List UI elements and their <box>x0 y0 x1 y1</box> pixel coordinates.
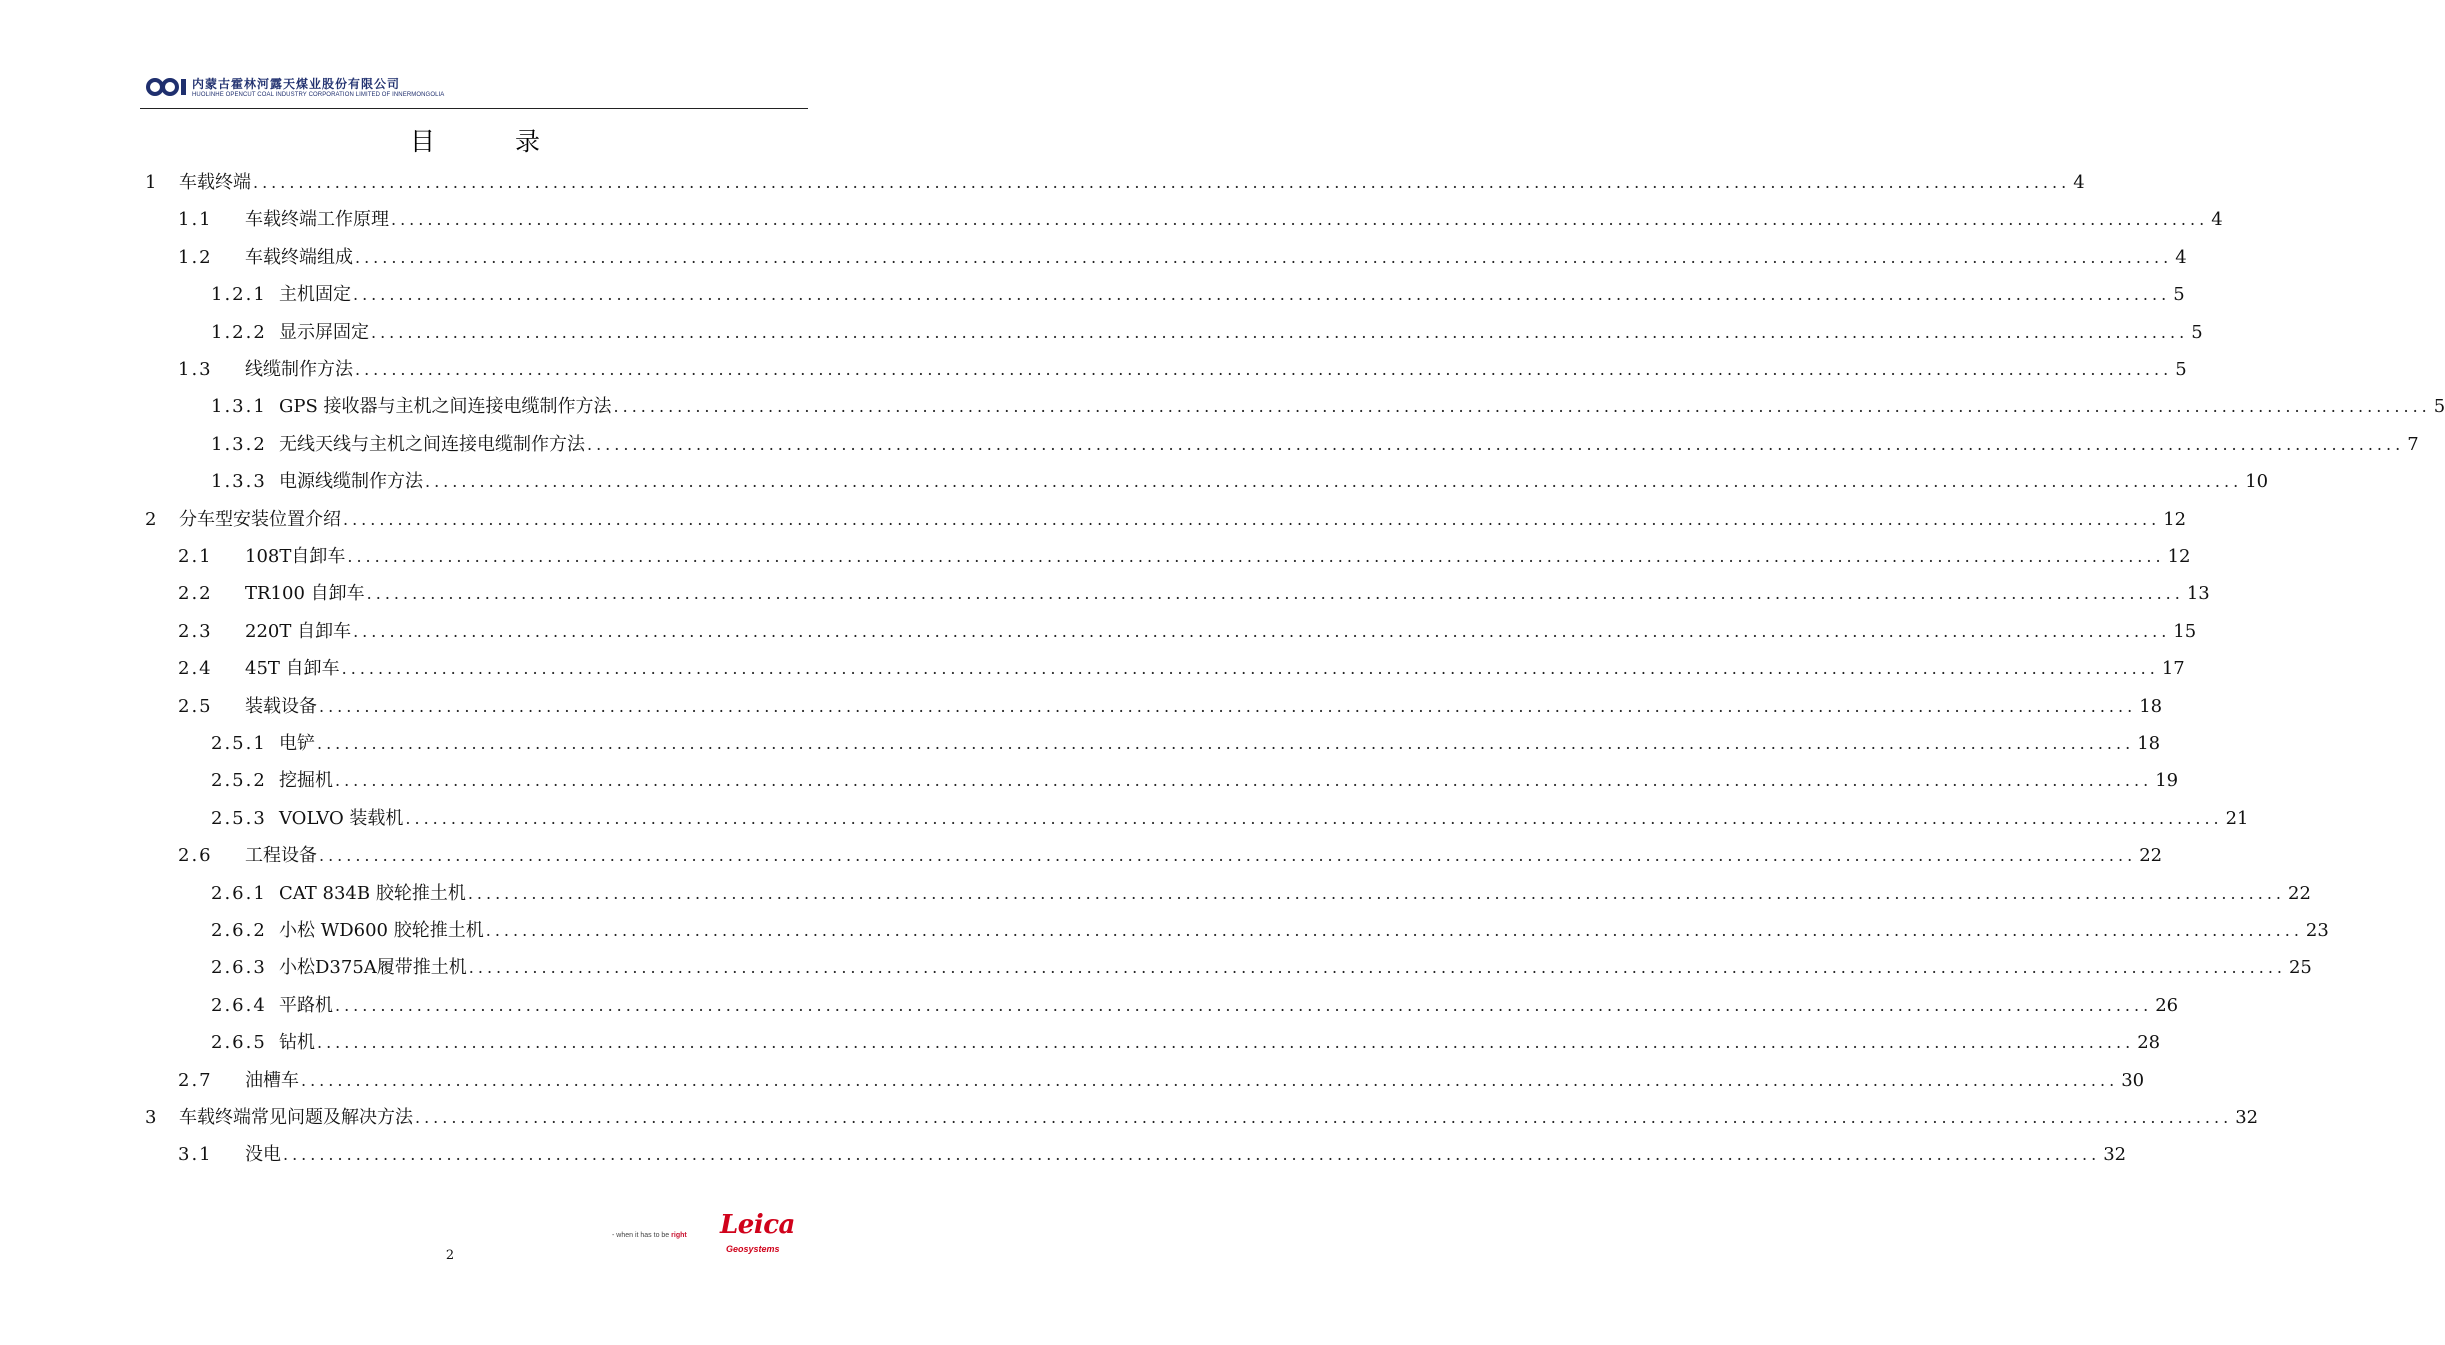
toc-entry-label: 没电 <box>245 1144 281 1166</box>
toc-entry-label: 电源线缆制作方法 <box>279 471 423 493</box>
page-header <box>140 70 808 109</box>
toc-entry-number: 2 <box>145 508 157 530</box>
leica-subtitle: Geosystems <box>726 1244 780 1254</box>
toc-entry[interactable] <box>211 320 2203 346</box>
toc-entry[interactable] <box>211 432 2419 458</box>
toc-entry[interactable] <box>178 357 2187 383</box>
toc-entry-number: 2.5.2 <box>211 770 267 792</box>
toc-entry-label: 挖掘机 <box>279 770 333 792</box>
toc-entry-number: 2.6.2 <box>211 920 267 941</box>
toc-entry[interactable] <box>211 469 2269 495</box>
toc-dot-leader: ........................................................................................................................................................................................................ <box>341 659 2159 679</box>
toc-entry-page: 22 <box>2139 845 2163 867</box>
toc-entry[interactable] <box>211 881 2311 907</box>
toc-entry-page: 28 <box>2137 1032 2161 1054</box>
toc-entry-page: 10 <box>2245 471 2269 493</box>
toc-entry-label: 钻机 <box>279 1032 315 1054</box>
toc-entry-page: 22 <box>2288 882 2311 904</box>
toc-entry-label: 装载设备 <box>245 695 317 717</box>
toc-entry[interactable] <box>211 993 2179 1019</box>
toc-entry-number: 1.3.1 <box>211 396 267 418</box>
toc-entry[interactable] <box>178 544 2191 570</box>
toc-entry-label: GPS 接收器与主机之间连接电缆制作方法 <box>279 396 612 418</box>
toc-dot-leader: ........................................................................................................................................................................................................ <box>405 808 2223 828</box>
toc-entry-label: 车载终端组成 <box>245 246 353 268</box>
toc-dot-leader: ........................................................................................................................................................................................................ <box>253 173 2071 192</box>
toc-entry-number: 2.1 <box>178 546 213 567</box>
toc-dot-leader: ........................................................................................................................................................................................................ <box>485 921 2303 940</box>
toc-entry-label: 油槽车 <box>245 1069 299 1091</box>
toc-dot-leader: ........................................................................................................................................................................................................ <box>415 1108 2233 1127</box>
toc-entry-page: 32 <box>2103 1144 2127 1166</box>
toc-entry-page: 5 <box>2433 396 2445 418</box>
toc-entry-page: 30 <box>2121 1069 2145 1091</box>
toc-entry-label: 无线天线与主机之间连接电缆制作方法 <box>279 433 585 455</box>
toc-entry[interactable] <box>178 843 2163 869</box>
toc-entry-number: 2.2 <box>178 583 213 605</box>
toc-entry-label: 电铲 <box>279 733 315 754</box>
toc-entry-page: 23 <box>2305 920 2329 941</box>
leica-logo: Leica <box>720 1210 795 1240</box>
toc-entry-label: 220T 自卸车 <box>245 620 352 642</box>
toc-entry[interactable] <box>211 1030 2161 1056</box>
toc-entry[interactable] <box>178 1142 2127 1168</box>
toc-dot-leader: ........................................................................................................................................................................................................ <box>335 995 2153 1015</box>
toc-entry[interactable] <box>211 918 2329 944</box>
toc-entry[interactable] <box>211 806 2249 832</box>
toc-entry-page: 13 <box>2186 583 2210 605</box>
toc-entry-page: 12 <box>2167 546 2191 567</box>
toc-entry-label: 线缆制作方法 <box>245 359 353 380</box>
toc-entry-number: 1.1 <box>178 209 213 231</box>
toc-entry-label: CAT 834B 胶轮推土机 <box>279 882 466 904</box>
toc-entry[interactable] <box>211 955 2312 981</box>
toc-entry-page: 32 <box>2235 1107 2259 1128</box>
toc-entry-number: 1.2.2 <box>211 321 267 343</box>
toc-entry-number: 1.3.2 <box>211 433 267 455</box>
toc-entry-page: 18 <box>2139 695 2163 717</box>
toc-entry[interactable] <box>211 282 2185 308</box>
toc-dot-leader: ........................................................................................................................................................................................................ <box>317 1033 2135 1053</box>
toc-dot-leader: ........................................................................................................................................................................................................ <box>355 360 2173 379</box>
toc-dot-leader: ........................................................................................................................................................................................................ <box>468 958 2286 978</box>
toc-entry-label: 分车型安装位置介绍 <box>179 508 341 530</box>
toc-dot-leader: ........................................................................................................................................................................................................ <box>335 771 2153 791</box>
toc-entry[interactable] <box>178 207 2223 233</box>
toc-entry-number: 2.7 <box>178 1069 213 1091</box>
toc-dot-leader: ........................................................................................................................................................................................................ <box>319 696 2137 716</box>
toc-entry-number: 1.3 <box>178 359 213 380</box>
toc-dot-leader: ........................................................................................................................................................................................................ <box>317 734 2135 753</box>
toc-entry-page: 15 <box>2173 620 2197 642</box>
toc-entry-label: 显示屏固定 <box>279 321 369 343</box>
toc-dot-leader: ........................................................................................................................................................................................................ <box>347 547 2165 566</box>
toc-entry-number: 1.2 <box>178 246 213 268</box>
toc-entry[interactable] <box>145 1105 2259 1131</box>
toc-dot-leader: ........................................................................................................................................................................................................ <box>353 285 2171 305</box>
toc-dot-leader: ........................................................................................................................................................................................................ <box>613 397 2431 417</box>
toc-dot-leader: ........................................................................................................................................................................................................ <box>425 472 2243 492</box>
page-title: 目 录 <box>410 127 576 156</box>
toc-entry-number: 2.5.1 <box>211 733 267 754</box>
tagline-strong: right <box>671 1232 687 1239</box>
toc-dot-leader: ........................................................................................................................................................................................................ <box>371 322 2189 342</box>
company-logo-icon <box>146 74 190 100</box>
toc-dot-leader: ........................................................................................................................................................................................................ <box>353 621 2171 641</box>
toc-entry-number: 2.6.5 <box>211 1032 267 1054</box>
toc-entry-number: 2.6.4 <box>211 994 267 1016</box>
company-name-cn: 内蒙古霍林河露天煤业股份有限公司 <box>192 77 401 91</box>
toc-entry-label: 小松D375A履带推土机 <box>279 957 467 979</box>
page-number: 2 <box>445 1248 455 1263</box>
toc-entry-number: 2.5.3 <box>211 807 267 829</box>
toc-dot-leader: ........................................................................................................................................................................................................ <box>319 846 2137 866</box>
toc-entry[interactable] <box>178 619 2197 645</box>
toc-entry-label: 平路机 <box>279 994 333 1016</box>
toc-entry-number: 2.6.1 <box>211 882 267 904</box>
toc-entry-number: 2.4 <box>178 658 213 680</box>
toc-entry-page: 17 <box>2161 658 2185 680</box>
toc-entry-page: 19 <box>2155 770 2179 792</box>
toc-entry-number: 2.3 <box>178 620 213 642</box>
toc-entry-page: 25 <box>2288 957 2312 979</box>
toc-entry[interactable] <box>178 581 2210 607</box>
toc-entry-label: 小松 WD600 胶轮推土机 <box>279 920 484 941</box>
company-name-en: HUOLINHE OPENCUT COAL INDUSTRY CORPORATION LIMITED OF INNERMONGOLIA <box>192 92 445 98</box>
toc-entry-page: 18 <box>2137 733 2161 754</box>
toc-entry[interactable] <box>178 1068 2145 1094</box>
toc-entry-page: 5 <box>2191 321 2203 343</box>
tagline-prefix: - when it has to be <box>612 1232 672 1239</box>
toc-dot-leader: ........................................................................................................................................................................................................ <box>301 1070 2119 1090</box>
toc-entry[interactable] <box>211 768 2179 794</box>
toc-dot-leader: ........................................................................................................................................................................................................ <box>355 247 2173 267</box>
toc-entry[interactable] <box>145 507 2187 533</box>
toc-dot-leader: ........................................................................................................................................................................................................ <box>366 584 2184 604</box>
toc-entry-page: 5 <box>2173 284 2185 306</box>
toc-entry-page: 4 <box>2175 246 2187 268</box>
toc-entry-number: 2.6.3 <box>211 957 267 979</box>
toc-entry-page: 4 <box>2211 209 2223 231</box>
toc-entry-page: 26 <box>2155 994 2179 1016</box>
toc-entry-number: 1.2.1 <box>211 284 267 306</box>
toc-entry[interactable] <box>145 170 2085 196</box>
toc-entry-label: TR100 自卸车 <box>245 583 365 605</box>
toc-dot-leader: ........................................................................................................................................................................................................ <box>343 509 2161 529</box>
toc-entry-number: 1 <box>145 172 157 193</box>
toc-entry-number: 1.3.3 <box>211 471 267 493</box>
toc-entry-label: 车载终端工作原理 <box>245 209 389 231</box>
toc-entry[interactable] <box>211 731 2161 757</box>
toc-entry-label: 工程设备 <box>245 845 317 867</box>
toc-dot-leader: ........................................................................................................................................................................................................ <box>467 883 2286 903</box>
toc-entry-number: 3.1 <box>178 1144 213 1166</box>
toc-entry[interactable] <box>178 656 2185 682</box>
toc-entry[interactable] <box>211 394 2445 420</box>
toc-entry-number: 3 <box>145 1107 157 1128</box>
toc-entry-label: 主机固定 <box>279 284 351 306</box>
toc-dot-leader: ........................................................................................................................................................................................................ <box>283 1145 2101 1165</box>
toc-dot-leader: ........................................................................................................................................................................................................ <box>391 210 2209 230</box>
brand-tagline <box>612 1232 687 1239</box>
toc-entry-label: 车载终端常见问题及解决方法 <box>179 1107 413 1128</box>
toc-entry-label: 45T 自卸车 <box>245 658 340 680</box>
toc-entry-page: 7 <box>2407 433 2419 455</box>
toc-entry-page: 5 <box>2175 359 2187 380</box>
toc-entry-label: 108T自卸车 <box>245 546 346 567</box>
toc-entry-page: 12 <box>2163 508 2187 530</box>
toc-entry-label: VOLVO 装载机 <box>279 807 404 829</box>
toc-entry-number: 2.5 <box>178 695 213 717</box>
toc-entry[interactable] <box>178 245 2187 271</box>
toc-entry[interactable] <box>178 694 2163 720</box>
toc-entry-number: 2.6 <box>178 845 213 867</box>
toc-dot-leader: ........................................................................................................................................................................................................ <box>587 434 2405 454</box>
toc-entry-page: 4 <box>2073 172 2085 193</box>
toc-entry-label: 车载终端 <box>179 172 251 193</box>
toc-entry-page: 21 <box>2225 807 2249 829</box>
